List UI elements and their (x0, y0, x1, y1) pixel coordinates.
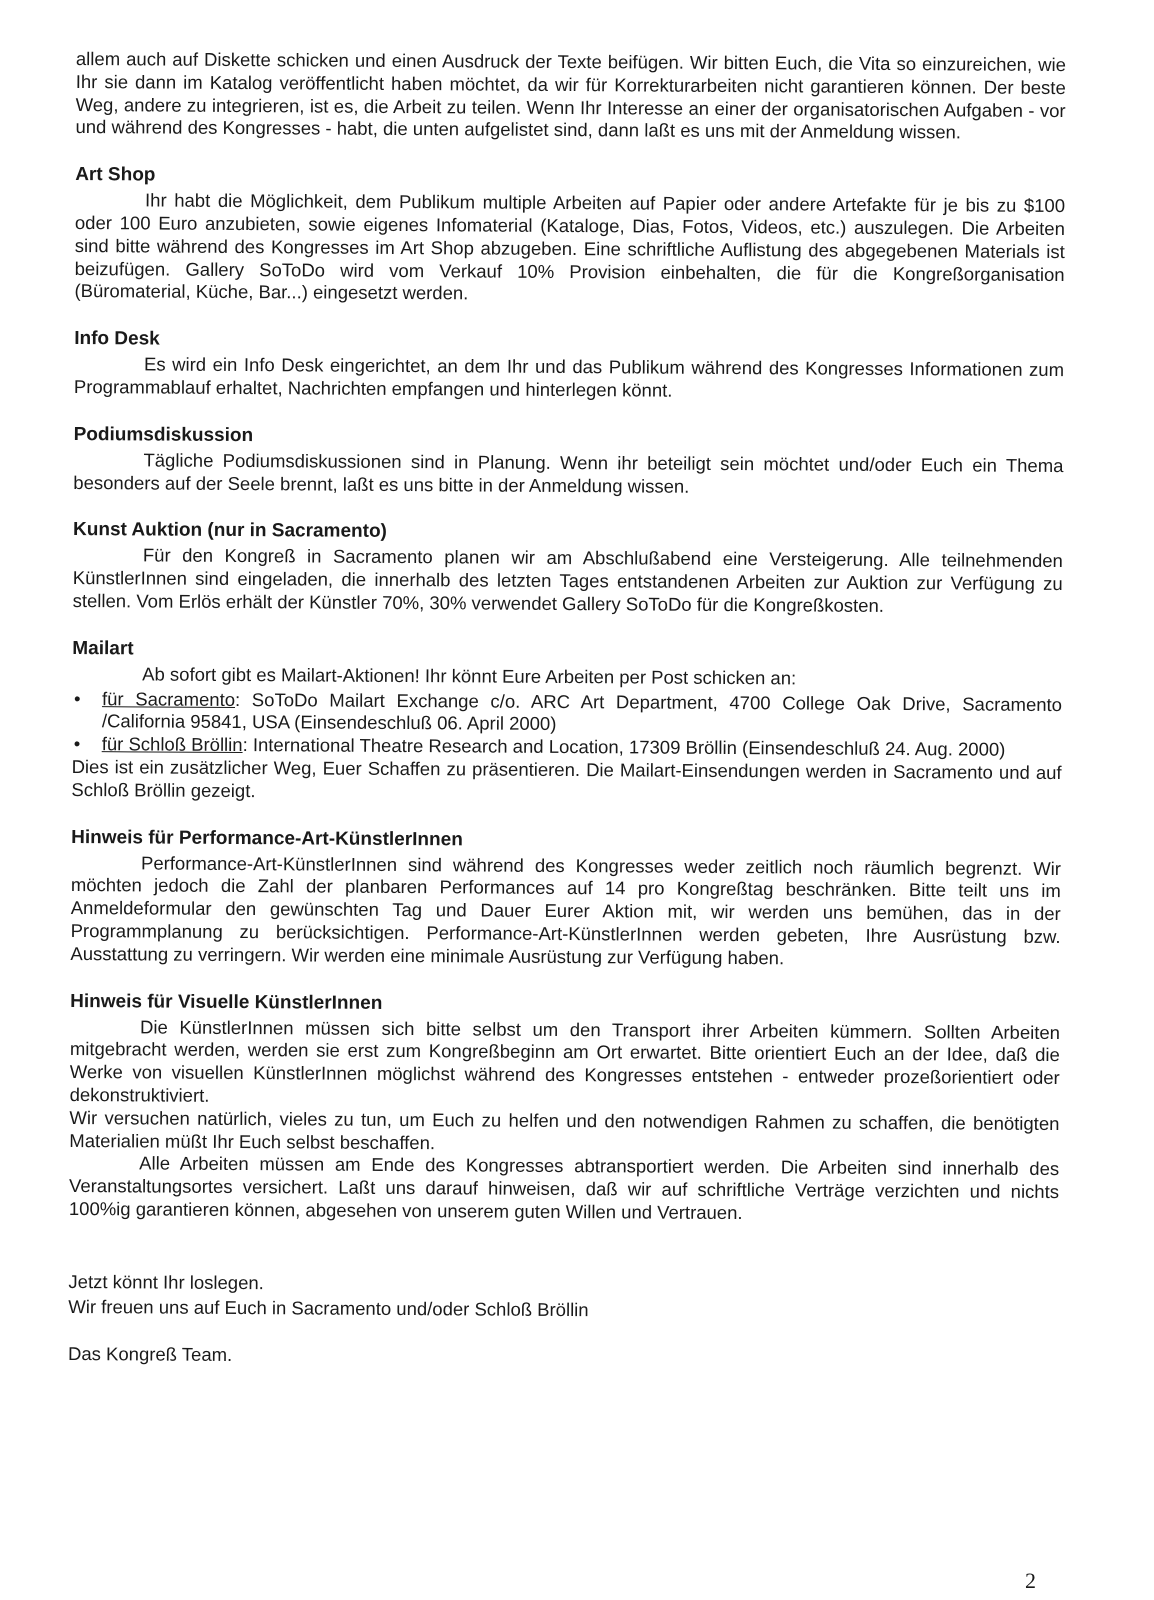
page-number: 2 (1025, 1568, 1036, 1593)
closing-block (68, 1269, 1058, 1325)
kunst-auktion-text: Für den Kongreß in Sacramento planen wir am Abschlußabend eine Versteigerung. Alle teilnehmenden KünstlerInnen sind eingeladen, die innerhalb des letzten Tages entstandenen Arbeiten zur Auktion zur Verfügung zu stellen. Vom Erlös erhält der Künstler 70%, 30% verwendet Gallery SoToDo für die Kongreßkosten. (72, 544, 1063, 616)
closing-line-1: Jetzt könnt Ihr loslegen. (68, 1270, 264, 1293)
bullet-text-sacramento: : SoToDo Mailart Exchange c/o. ARC Art Department, 4700 College Oak Drive, Sacramento /California 95841, USA (Einsendeschluß 06. April 2000) (101, 688, 1063, 735)
bullet-label-sacramento: für Sacramento (101, 687, 236, 710)
performance-text: Performance-Art-KünstlerInnen sind während des Kongresses weder zeitlich noch räumlich begrenzt. Wir möchten jedoch die Zahl der planbaren Performances auf 14 pro Kongreßtag beschränken. Bitte teilt uns im Anmeldeformular den gewünschten Tag und Dauer Eurer Aktion mit, wir werden uns bemühen, das in der Programmplanung zu berücksichtigen. Performance-Art-KünstlerInnen werden gebeten, Ihre Ausrüstung bzw. Ausstattung zu verringern. Wir werden eine minimale Ausrüstung zur Verfügung haben. (70, 851, 1062, 969)
heading-kunst-auktion: Kunst Auktion (nur in Sacramento) (72, 519, 387, 543)
closing-line-2: Wir freuen uns auf Euch in Sacramento und/oder Schloß Bröllin (68, 1295, 589, 1320)
intro-paragraph: allem auch auf Diskette schicken und einen Ausdruck der Texte beifügen. Wir bitten Euch, die Vita so einzureichen, wie Ihr sie dann im Katalog veröffentlicht haben möchtet, da wir für Korrekturarbeiten nicht garantieren können. Der beste Weg, andere zu integrieren, ist es, die Arbeit zu teilen. Wenn Ihr Interesse an einer der organisatorischen Aufgaben - vor und während des Kongresses - habt, die unten aufgelistet sind, dann laßt es uns mit der Anmeldung wissen. (75, 48, 1066, 143)
visual-text-3: Alle Arbeiten müssen am Ende des Kongresses abtransportiert werden. Die Arbeiten sind innerhalb des Veranstaltungsortes versichert. Laßt uns darauf hinweisen, daß wir auf schriftliche Verträge verzichten und nichts 100%ig garantieren können, abgesehen von unserem guten Willen und Vertrauen. (68, 1152, 1060, 1223)
section-kunst-auktion (73, 518, 1064, 618)
visual-text-2: Wir versuchen natürlich, vieles zu tun, um Euch zu helfen und den notwendigen Rahmen zu schaffen, die benötigten Materialien müßt Ihr Euch selbst beschaffen. (69, 1106, 1060, 1153)
bullet-text-broellin: : International Theatre Research and Location, 17309 Bröllin (Einsendeschluß 24. Aug. 2000) (242, 734, 1006, 760)
mailart-address-list (72, 688, 1062, 762)
visual-text-1: Die KünstlerInnen müssen sich bitte selbst um den Transport ihrer Arbeiten kümmern. Sollten Arbeiten mitgebracht werden, werden sie erst zum Kongreßbeginn am Ort erwartet. Bitte orientiert Euch an der Idee, daß die Werke von visuellen KünstlerInnen möglichst während des Kongresses entstehen - entweder prozeßorientiert oder dekonstruktiviert. (69, 1015, 1061, 1106)
heading-art-shop: Art Shop (75, 164, 156, 186)
list-item (72, 688, 1062, 740)
podiumsdiskussion-text: Tägliche Podiumsdiskussionen sind in Planung. Wenn ihr beteiligt sein möchtet und/oder Euch ein Thema besonders auf der Seele brennt, laßt es uns bitte in der Anmeldung wissen. (73, 449, 1064, 497)
heading-visual-artists: Hinweis für Visuelle KünstlerInnen (70, 990, 383, 1014)
signature-team: Das Kongreß Team. (67, 1342, 233, 1365)
section-visual-artists (69, 989, 1060, 1226)
bullet-label-broellin: für Schloß Bröllin (101, 733, 243, 756)
art-shop-text: Ihr habt die Möglichkeit, dem Publikum multiple Arbeiten auf Papier oder andere Artefakte für je bis zu $100 oder 100 Euro anzubieten, sowie eigenes Infomaterial (Kataloge, Dias, Fotos, Videos, etc.) auszulegen. Die Arbeiten sind bitte während des Kongresses im Art Shop abzugeben. Eine schriftliche Auflistung des abgegebenen Materials ist beizufügen. Gallery SoToDo wird vom Verkauf 10% Provision einbehalten, die für die Kongreßorganisation (Büromaterial, Küche, Bar...) eingesetzt werden. (74, 189, 1066, 304)
document-page (68, 48, 1066, 1372)
info-desk-text: Es wird ein Info Desk eingerichtet, an dem Ihr und das Publikum während des Kongresses Informationen zum Programmablauf erhaltet, Nachrichten empfangen und hinterlegen könnt. (73, 353, 1065, 401)
section-art-shop (74, 163, 1065, 309)
section-performance (70, 826, 1061, 972)
heading-info-desk: Info Desk (74, 328, 160, 350)
section-mailart (71, 637, 1062, 808)
heading-mailart: Mailart (72, 637, 134, 660)
heading-podiumsdiskussion: Podiumsdiskussion (73, 423, 254, 446)
mailart-text: Ab sofort gibt es Mailart-Aktionen! Ihr könnt Eure Arbeiten per Post schicken an: (142, 663, 797, 689)
mailart-after-text: Dies ist ein zusätzlicher Weg, Euer Schaffen zu präsentieren. Die Mailart-Einsendungen werden in Sacramento und auf Schloß Bröllin gezeigt. (71, 755, 1062, 801)
section-podiumsdiskussion (73, 423, 1063, 501)
section-info-desk (74, 327, 1064, 405)
heading-performance: Hinweis für Performance-Art-KünstlerInnen (71, 826, 463, 850)
